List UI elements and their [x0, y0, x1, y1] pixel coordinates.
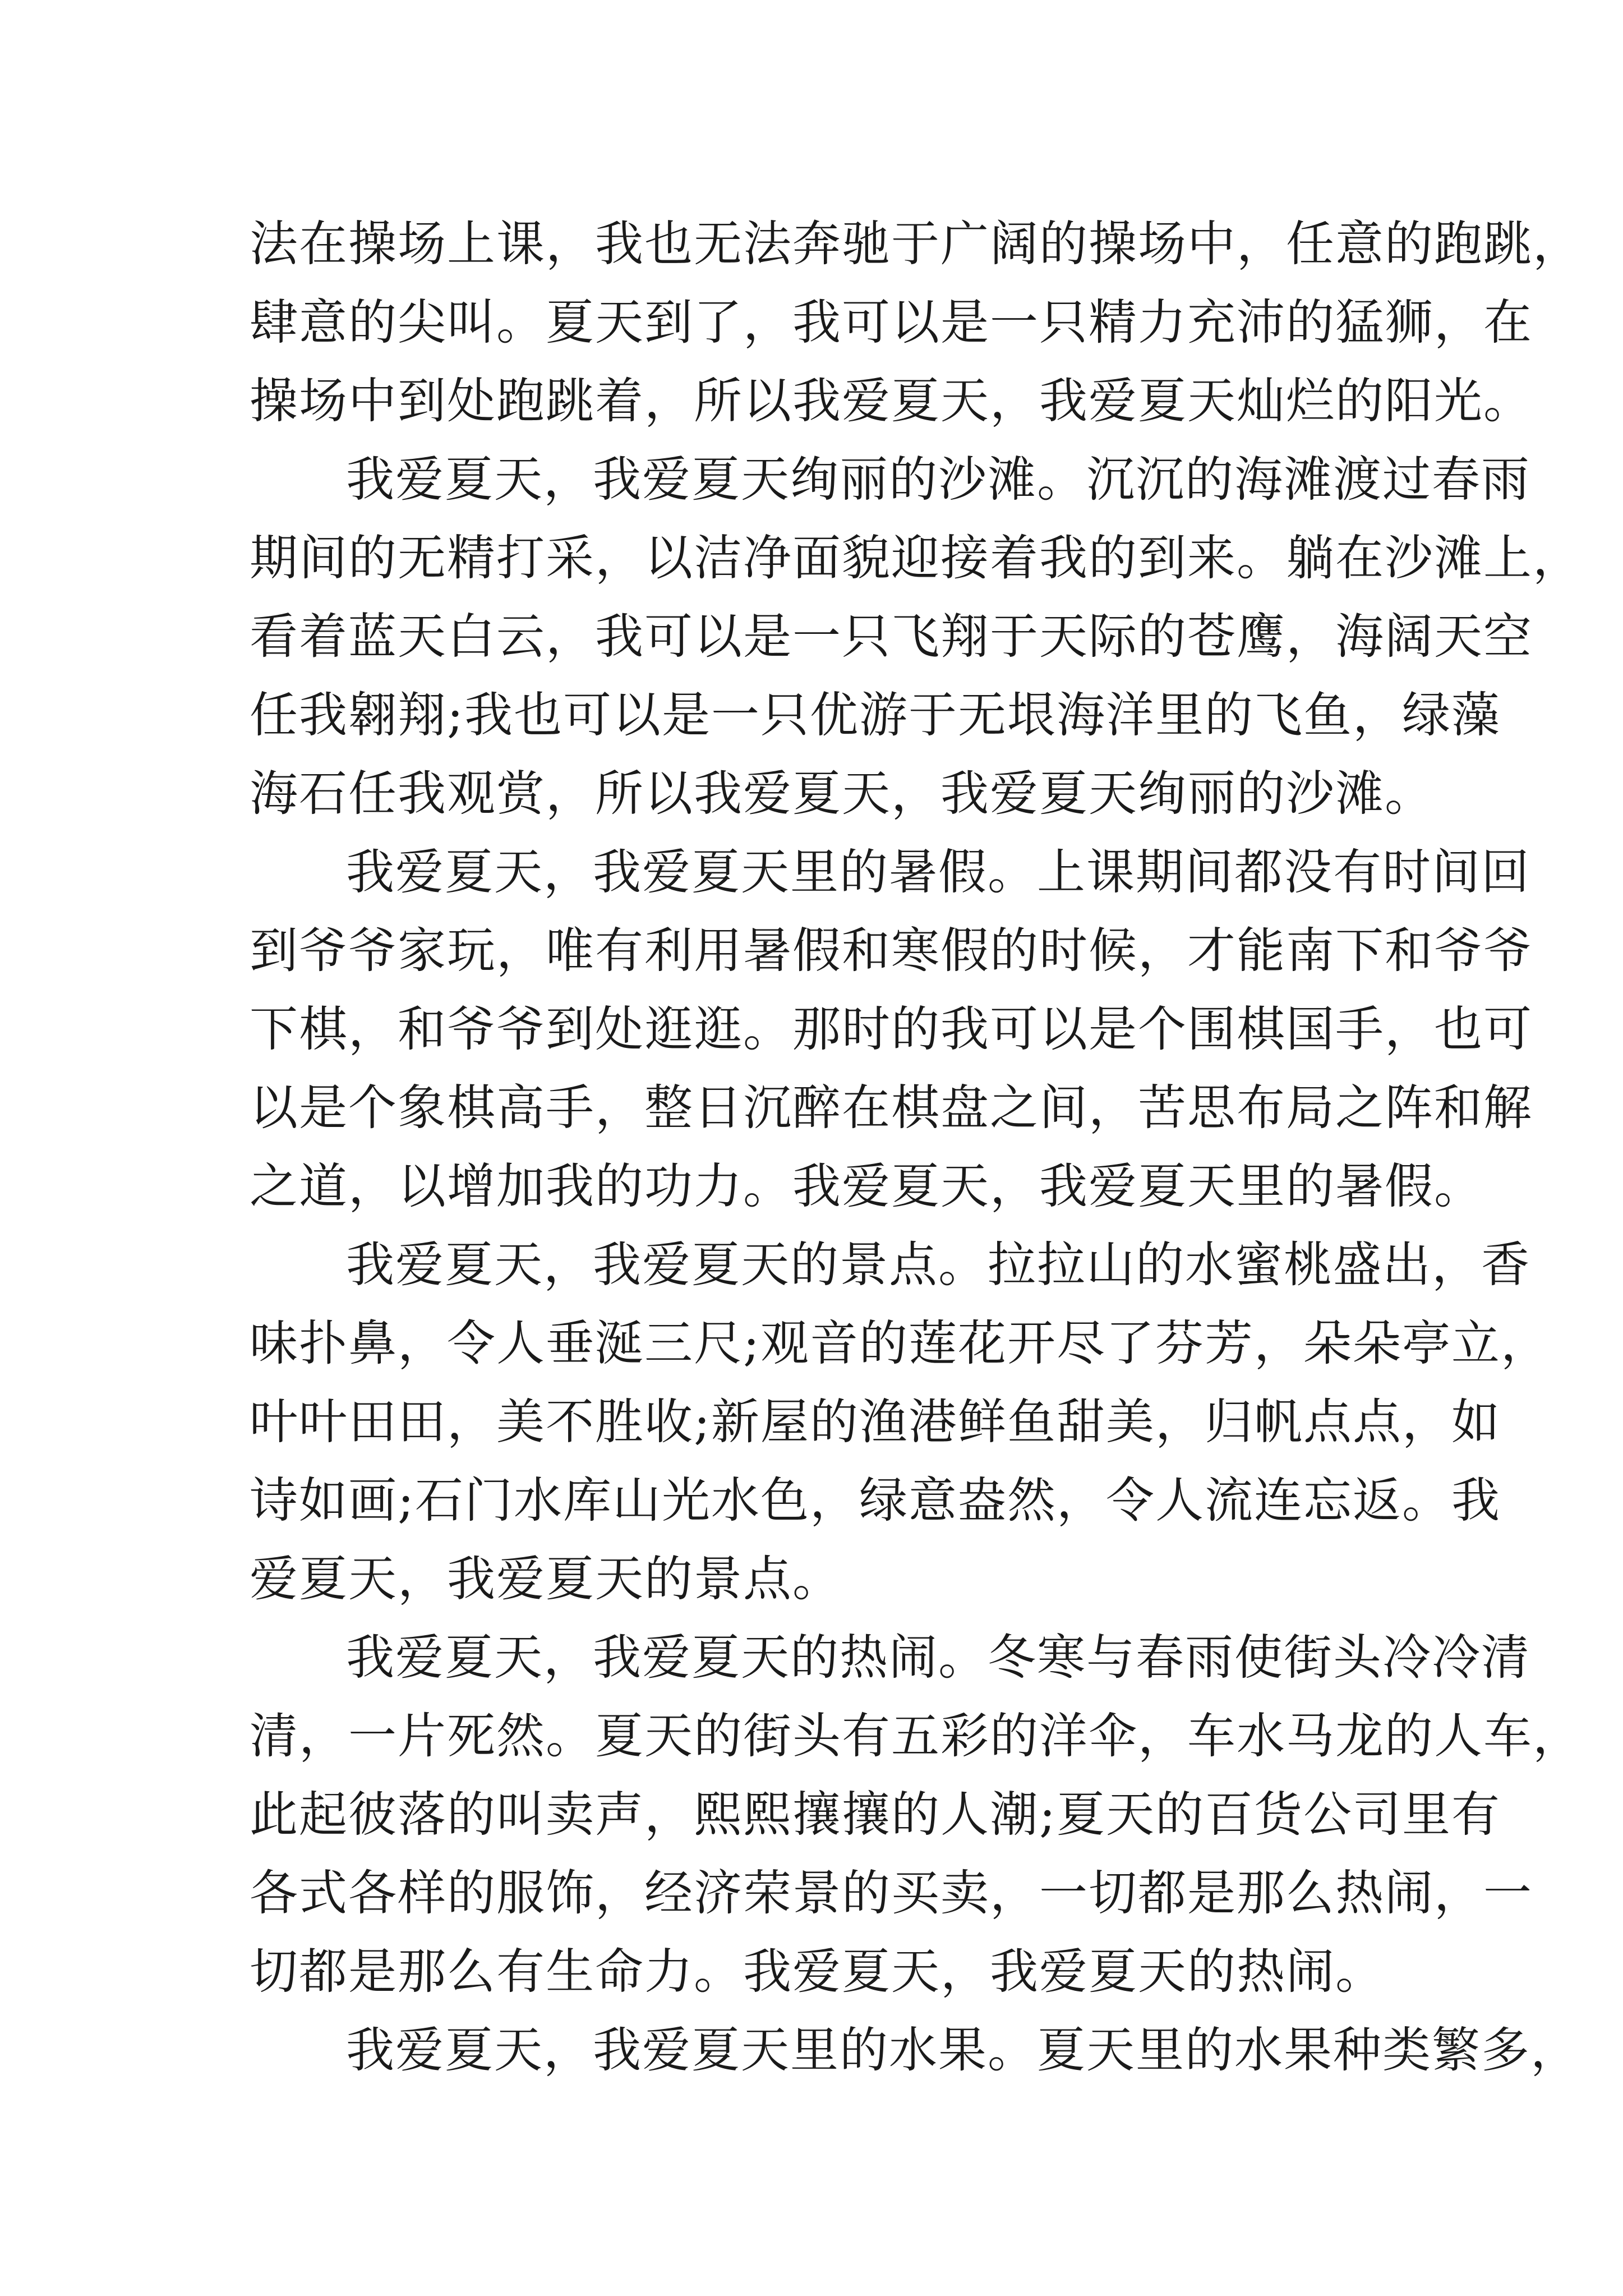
text-line: 看着蓝天白云，我可以是一只飞翔于天际的苍鹰，海阔天空 — [250, 609, 1533, 665]
text-line: 各式各样的服饰，经济荣景的买卖，一切都是那么热闹，一 — [250, 1865, 1533, 1921]
text-line: 味扑鼻，令人垂涎三尺;观音的莲花开尽了芬芳，朵朵亭立， — [250, 1315, 1550, 1372]
paragraph-end-line: 海石任我观赏，所以我爱夏天，我爱夏天绚丽的沙滩。 — [250, 766, 1434, 822]
paragraph-start-line: 我爱夏天，我爱夏天里的暑假。上课期间都没有时间回 — [346, 844, 1530, 900]
text-line: 叶叶田田，美不胜收;新屋的渔港鲜鱼甜美，归帆点点，如 — [250, 1394, 1501, 1450]
paragraph-start-line: 我爱夏天，我爱夏天的热闹。冬寒与春雨使街头冷冷清 — [346, 1630, 1530, 1686]
paragraph-end-line: 切都是那么有生命力。我爱夏天，我爱夏天的热闹。 — [250, 1944, 1385, 2000]
text-line: 到爷爷家玩，唯有利用暑假和寒假的时候，才能南下和爷爷 — [250, 923, 1533, 979]
paragraph-start-line: 我爱夏天，我爱夏天绚丽的沙滩。沉沉的海滩渡过春雨 — [346, 452, 1530, 508]
text-line: 此起彼落的叫卖声，熙熙攘攘的人潮;夏天的百货公司里有 — [250, 1787, 1501, 1843]
paragraph-end-line: 爱夏天，我爱夏天的景点。 — [250, 1551, 842, 1607]
text-line: 操场中到处跑跳着，所以我爱夏天，我爱夏天灿烂的阳光。 — [250, 373, 1533, 429]
text-line: 诗如画;石门水库山光水色，绿意盎然，令人流连忘返。我 — [250, 1473, 1501, 1529]
text-line: 清，一片死然。夏天的街头有五彩的洋伞，车水马龙的人车， — [250, 1708, 1582, 1764]
body-text — [250, 205, 1582, 2090]
paragraph-start-line: 我爱夏天，我爱夏天的景点。拉拉山的水蜜桃盛出，香 — [346, 1237, 1530, 1293]
text-line: 法在操场上课，我也无法奔驰于广阔的操场中，任意的跑跳， — [250, 216, 1582, 272]
paragraph-start-line: 我爱夏天，我爱夏天里的水果。夏天里的水果种类繁多， — [346, 2022, 1580, 2078]
text-line: 下棋，和爷爷到处逛逛。那时的我可以是个围棋国手，也可 — [250, 1001, 1533, 1057]
text-line: 以是个象棋高手，整日沉醉在棋盘之间，苦思布局之阵和解 — [250, 1080, 1533, 1136]
paragraph-end-line: 之道，以增加我的功力。我爱夏天，我爱夏天里的暑假。 — [250, 1158, 1483, 1214]
text-line: 期间的无精打采，以洁净面貌迎接着我的到来。躺在沙滩上， — [250, 530, 1582, 586]
text-line: 肆意的尖叫。夏天到了，我可以是一只精力充沛的猛狮，在 — [250, 295, 1533, 351]
text-line: 任我翱翔;我也可以是一只优游于无垠海洋里的飞鱼，绿藻 — [250, 687, 1501, 743]
